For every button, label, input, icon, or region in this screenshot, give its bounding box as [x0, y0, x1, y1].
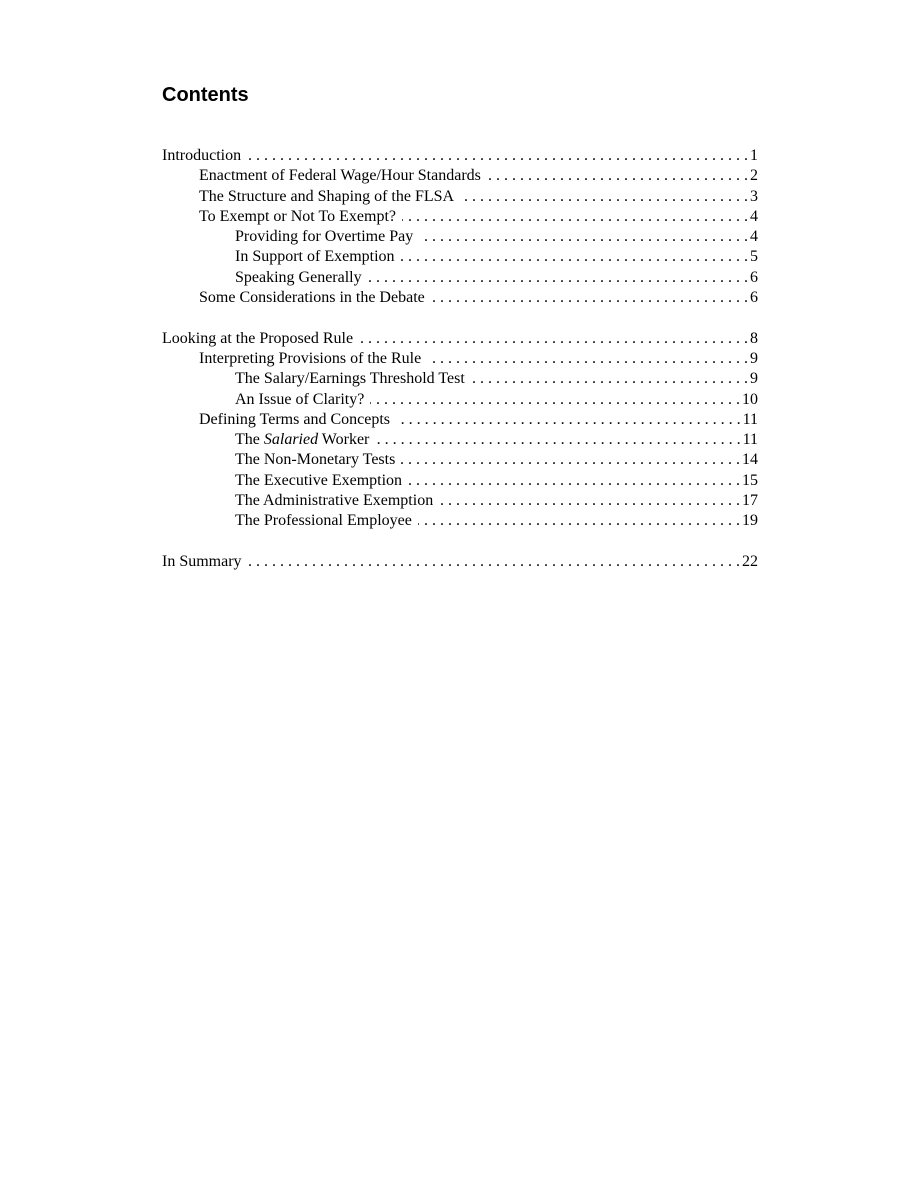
- dot-leader: [248, 552, 740, 572]
- toc-entry-title: [199, 288, 431, 308]
- toc-entry[interactable]: [162, 288, 758, 308]
- toc-entry-page-number: 11: [742, 431, 758, 449]
- toc-entry-title-text: To Exempt or Not To Exempt?: [199, 207, 396, 225]
- toc-entry-title-text: The Non-Monetary Tests: [235, 451, 396, 469]
- table-of-contents: [162, 146, 758, 593]
- toc-entry-title-text: Looking at the Proposed Rule: [162, 329, 354, 347]
- dot-leader: [419, 227, 748, 247]
- toc-entry-title-text: An Issue of Clarity?: [235, 390, 365, 408]
- toc-entry[interactable]: [162, 430, 758, 450]
- toc-entry-title-text: Providing for Overtime Pay: [235, 228, 414, 246]
- toc-entry-page-number: 9: [750, 370, 758, 388]
- dot-leader: [375, 430, 740, 450]
- toc-entry-title: [162, 146, 247, 166]
- toc-entry-title-text: Some Considerations in the Debate: [199, 289, 425, 307]
- toc-entry-page-number: 2: [750, 167, 758, 185]
- toc-entry-title-text: The Administrative Exemption: [235, 492, 434, 510]
- toc-entry-title: [162, 552, 248, 572]
- dot-leader: [370, 390, 740, 410]
- dot-leader: [401, 247, 748, 267]
- toc-entry-title-text: The Structure and Shaping of the FLSA: [199, 187, 455, 205]
- toc-entry-title: [199, 349, 427, 369]
- toc-entry-page-number: 6: [750, 289, 758, 307]
- toc-entry-title-text: Interpreting Provisions of the Rule: [199, 349, 422, 367]
- toc-entry-title-text: In Support of Exemption: [235, 248, 395, 266]
- toc-entry[interactable]: [162, 552, 758, 572]
- toc-entry-page-number: 14: [742, 451, 758, 469]
- toc-entry[interactable]: [162, 207, 758, 227]
- dot-leader: [471, 369, 748, 389]
- toc-entry[interactable]: [162, 329, 758, 349]
- toc-entry[interactable]: [162, 268, 758, 288]
- toc-section: [162, 552, 758, 572]
- toc-entry-title-text-after: Worker: [318, 431, 370, 449]
- toc-entry-title-text: The Executive Exemption: [235, 471, 403, 489]
- dot-leader: [368, 268, 748, 288]
- toc-entry[interactable]: [162, 146, 758, 166]
- dot-leader: [401, 450, 740, 470]
- toc-entry[interactable]: [162, 390, 758, 410]
- toc-entry-title-text: In Summary: [162, 552, 242, 570]
- toc-entry-title: [235, 471, 408, 491]
- toc-entry[interactable]: [162, 450, 758, 470]
- toc-entry-page-number: 17: [742, 492, 758, 510]
- toc-entry-title: [235, 227, 419, 247]
- toc-entry-title: [235, 450, 401, 470]
- toc-entry-title-emphasis: Salaried: [263, 431, 319, 449]
- toc-entry-page-number: 3: [750, 187, 758, 205]
- toc-entry[interactable]: [162, 349, 758, 369]
- toc-entry-title: [235, 390, 370, 410]
- toc-entry-title-text: The Salary/Earnings Threshold Test: [235, 370, 465, 388]
- toc-entry-page-number: 15: [742, 471, 758, 489]
- dot-leader: [359, 329, 748, 349]
- toc-entry[interactable]: [162, 227, 758, 247]
- toc-entry-title: [162, 329, 359, 349]
- toc-entry-page-number: 9: [750, 349, 758, 367]
- toc-entry[interactable]: [162, 410, 758, 430]
- toc-entry-page-number: 5: [750, 248, 758, 266]
- toc-entry-title-text: The: [235, 431, 264, 449]
- toc-section: [162, 329, 758, 532]
- page-title: Contents: [162, 84, 249, 106]
- toc-entry-page-number: 11: [742, 410, 758, 428]
- toc-entry-title-text: Defining Terms and Concepts: [199, 410, 390, 428]
- dot-leader: [487, 166, 748, 186]
- toc-entry-title: [235, 491, 439, 511]
- dot-leader: [402, 207, 748, 227]
- toc-entry-title-text: Introduction: [162, 147, 242, 164]
- toc-section: [162, 146, 758, 308]
- toc-entry-title: [199, 187, 460, 207]
- toc-entry-title: [235, 511, 418, 531]
- toc-entry[interactable]: [162, 369, 758, 389]
- toc-entry-page-number: 22: [742, 552, 758, 570]
- toc-entry-page-number: 6: [750, 268, 758, 286]
- toc-entry-title-text: Speaking Generally: [235, 268, 362, 286]
- dot-leader: [431, 288, 748, 308]
- toc-entry-title: [199, 207, 402, 227]
- toc-entry-title-text: The Professional Employee: [235, 512, 412, 530]
- dot-leader: [439, 491, 740, 511]
- toc-entry-page-number: 19: [742, 512, 758, 530]
- toc-entry[interactable]: [162, 166, 758, 186]
- toc-entry[interactable]: [162, 491, 758, 511]
- dot-leader: [427, 349, 748, 369]
- toc-entry-page-number: 4: [750, 207, 758, 225]
- toc-entry[interactable]: [162, 511, 758, 531]
- dot-leader: [408, 471, 740, 491]
- toc-entry-title: [235, 369, 471, 389]
- toc-entry-page-number: 4: [750, 228, 758, 246]
- toc-entry-page-number: 10: [742, 390, 758, 408]
- toc-entry[interactable]: [162, 471, 758, 491]
- toc-entry-title: [235, 268, 368, 288]
- toc-entry-title: [199, 166, 487, 186]
- toc-entry[interactable]: [162, 187, 758, 207]
- toc-entry-page-number: 8: [750, 329, 758, 347]
- toc-entry-title: [235, 247, 401, 267]
- toc-entry-page-number: 1: [750, 147, 758, 164]
- dot-leader: [418, 511, 740, 531]
- dot-leader: [396, 410, 741, 430]
- dot-leader: [460, 187, 748, 207]
- toc-entry-title-text: Enactment of Federal Wage/Hour Standards: [199, 167, 481, 185]
- toc-entry-title: [235, 430, 375, 450]
- toc-entry-title: [199, 410, 396, 430]
- toc-entry[interactable]: [162, 247, 758, 267]
- dot-leader: [247, 146, 748, 166]
